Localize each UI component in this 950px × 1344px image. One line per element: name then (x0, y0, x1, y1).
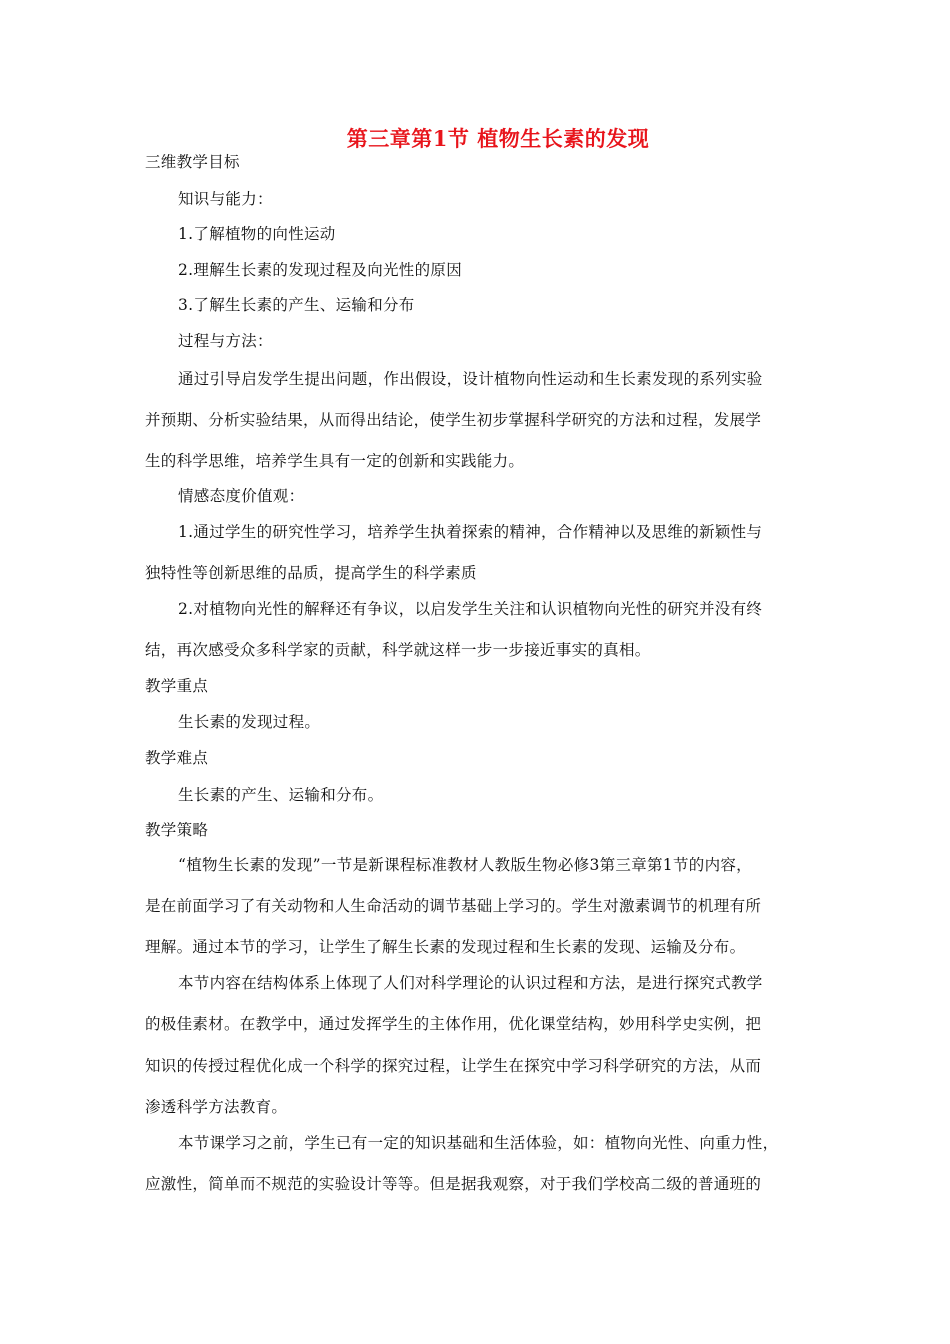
paragraph-line: 结，再次感受众多科学家的贡献，科学就这样一步一步接近事实的真相。 (145, 641, 651, 659)
section-heading-strategy: 教学策略 (145, 821, 209, 839)
subheading-knowledge: 知识与能力： (178, 190, 273, 208)
paragraph-line: 本节内容在结构体系上体现了人们对科学理论的认识过程和方法，是进行探究式教学 (178, 974, 763, 992)
paragraph-line: 1.通过学生的研究性学习，培养学生执着探索的精神，合作精神以及思维的新颖性与 (178, 523, 763, 541)
paragraph-line: 知识的传授过程优化成一个科学的探究过程，让学生在探究中学习科学研究的方法，从而 (145, 1057, 762, 1075)
paragraph-line: 理解。通过本节的学习，让学生了解生长素的发现过程和生长素的发现、运输及分布。 (145, 938, 746, 956)
paragraph-line: 并预期、分析实验结果，从而得出结论，使学生初步掌握科学研究的方法和过程，发展学 (145, 411, 762, 429)
paragraph-line: 本节课学习之前，学生已有一定的知识基础和生活体验，如：植物向光性、向重力性， (178, 1134, 779, 1152)
paragraph-line: 的极佳素材。在教学中，通过发挥学生的主体作用，优化课堂结构，妙用科学史实例，把 (145, 1015, 762, 1033)
list-item: 2.理解生长素的发现过程及向光性的原因 (178, 261, 462, 279)
paragraph-line: 生长素的发现过程。 (178, 713, 321, 731)
paragraph-line: 独特性等创新思维的品质，提高学生的科学素质 (145, 564, 477, 582)
section-heading-objectives: 三维教学目标 (145, 153, 240, 171)
section-heading-difficulties: 教学难点 (145, 749, 209, 767)
list-item: 1.了解植物的向性运动 (178, 225, 336, 243)
paragraph-line: 应激性，简单而不规范的实验设计等等。但是据我观察，对于我们学校高二级的普通班的 (145, 1175, 762, 1193)
paragraph-line: 通过引导启发学生提出问题，作出假设，设计植物向性运动和生长素发现的系列实验 (178, 370, 763, 388)
document-title: 第三章第1节 植物生长素的发现 (346, 126, 650, 151)
paragraph-line: 生长素的产生、运输和分布。 (178, 786, 384, 804)
paragraph-line: “植物生长素的发现”一节是新课程标准教材人教版生物必修3第三章第1节的内容， (178, 856, 752, 874)
paragraph-line: 是在前面学习了有关动物和人生命活动的调节基础上学习的。学生对激素调节的机理有所 (145, 897, 762, 915)
section-heading-key-points: 教学重点 (145, 677, 209, 695)
list-item: 3.了解生长素的产生、运输和分布 (178, 296, 415, 314)
subheading-process: 过程与方法： (178, 332, 273, 350)
paragraph-line: 2.对植物向光性的解释还有争议，以启发学生关注和认识植物向光性的研究并没有终 (178, 600, 763, 618)
paragraph-line: 生的科学思维，培养学生具有一定的创新和实践能力。 (145, 452, 525, 470)
subheading-attitude: 情感态度价值观： (178, 487, 305, 505)
paragraph-line: 渗透科学方法教育。 (145, 1098, 288, 1116)
